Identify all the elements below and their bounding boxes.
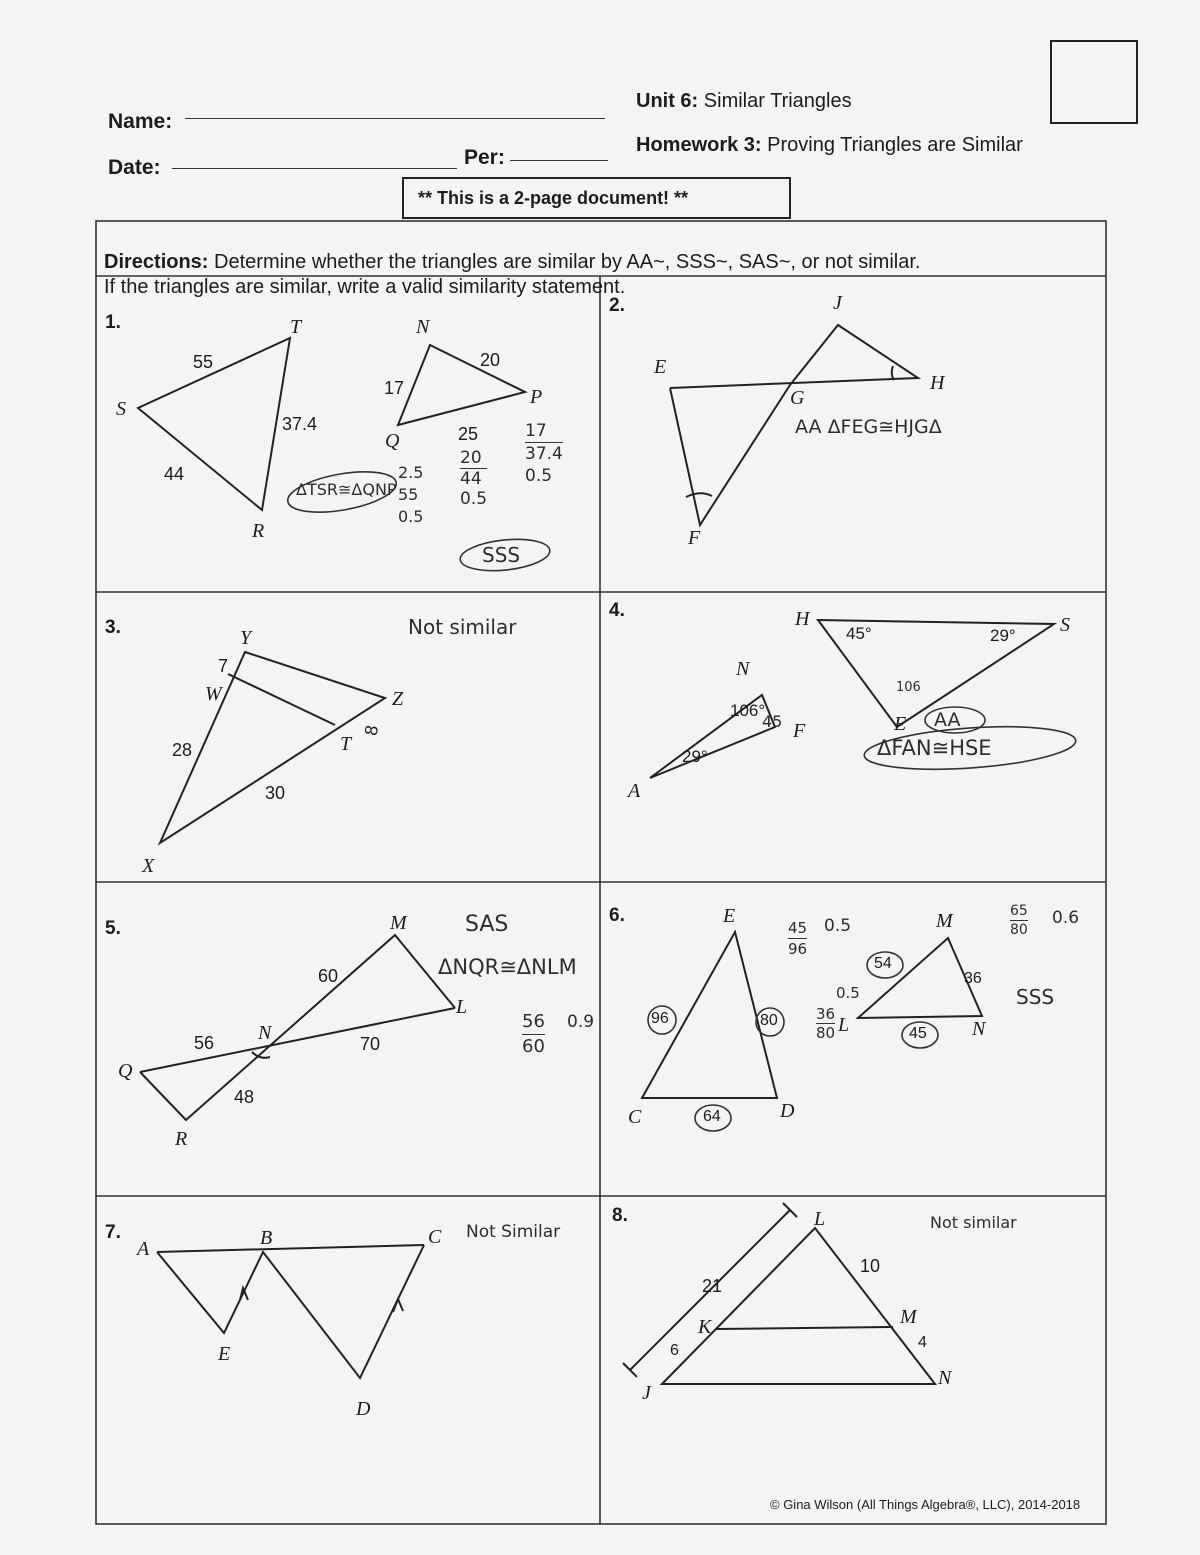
side-nl: 70 bbox=[360, 1034, 381, 1054]
homework-title: Proving Triangles are Similar bbox=[767, 134, 1023, 156]
vertex-t: T bbox=[290, 316, 302, 338]
note-8: Not similar bbox=[930, 1213, 1017, 1232]
side-mn: 4 bbox=[918, 1334, 927, 1351]
ratio-b-top: 20 bbox=[460, 448, 482, 468]
angle-e-base: 64 bbox=[703, 1108, 721, 1125]
side-yw: 7 bbox=[218, 656, 229, 676]
ratio-6b-top: 36 bbox=[816, 1005, 836, 1023]
ratio-6c-value: 0.6 bbox=[1052, 908, 1080, 928]
ratio-column-b bbox=[460, 448, 487, 509]
ratio-6b-value: 0.5 bbox=[836, 984, 860, 1002]
vertex-p: P bbox=[530, 386, 543, 408]
angle-a: 29° bbox=[682, 747, 708, 766]
date-label: Date: bbox=[108, 156, 161, 179]
vertex-d: D bbox=[780, 1100, 795, 1122]
statement-1: ΔTSR≅ΔQNP bbox=[296, 480, 397, 499]
statement-4: ΔFAN≅HSE bbox=[877, 736, 992, 760]
per-label: Per: bbox=[464, 146, 505, 169]
side-nq: 17 bbox=[384, 378, 405, 398]
side-jk: 6 bbox=[670, 1342, 679, 1359]
directions-text-1: Determine whether the triangles are similar by AA~, SSS~, SAS~, or not similar. bbox=[214, 251, 921, 273]
side-tr: 37.4 bbox=[282, 414, 318, 434]
vertex-f: F bbox=[688, 527, 701, 549]
ratio-6b-bottom: 80 bbox=[816, 1024, 836, 1042]
ratio-column-a bbox=[525, 420, 563, 487]
angle-l: 45 bbox=[909, 1025, 927, 1042]
angle-n-6: 36 bbox=[964, 970, 982, 987]
vertex-s: S bbox=[116, 398, 126, 420]
unit-number: Unit 6: bbox=[636, 90, 699, 112]
ratio-b-value: 0.5 bbox=[460, 489, 488, 509]
vertex-b: B bbox=[260, 1227, 273, 1249]
triangle-efg bbox=[670, 385, 790, 525]
side-np: 20 bbox=[480, 350, 501, 370]
problem-1-number: 1. bbox=[105, 312, 121, 333]
vertex-a-7: A bbox=[137, 1238, 150, 1260]
method-1: SSS bbox=[482, 543, 521, 567]
vertex-q-5: Q bbox=[118, 1060, 133, 1082]
method-4: AA bbox=[934, 709, 961, 731]
hand-angle-106: 106 bbox=[896, 680, 921, 695]
angle-m: 54 bbox=[874, 955, 892, 972]
vertex-n-6: N bbox=[972, 1018, 986, 1040]
vertex-e-4: E bbox=[894, 713, 907, 735]
vertex-y: Y bbox=[240, 627, 252, 649]
ratio-6a-bottom: 96 bbox=[788, 940, 808, 958]
vertex-f-4: F bbox=[793, 720, 806, 742]
vertex-s-4: S bbox=[1060, 614, 1070, 636]
vertex-l-8: L bbox=[814, 1208, 826, 1230]
ratio-6c bbox=[1010, 902, 1028, 939]
side-lm: 10 bbox=[860, 1256, 881, 1276]
problem-8-number: 8. bbox=[612, 1205, 628, 1226]
hand-angle-45: 45 bbox=[762, 712, 783, 731]
side-kl: 21 bbox=[702, 1276, 723, 1296]
vertex-r-5: R bbox=[175, 1128, 188, 1150]
side-st: 55 bbox=[193, 352, 214, 372]
problem-6-number: 6. bbox=[609, 905, 625, 926]
ratio-5-top: 56 bbox=[522, 1011, 545, 1032]
segment-wt bbox=[228, 674, 335, 725]
vertex-t-3: T bbox=[340, 733, 352, 755]
angle-n: 106° bbox=[730, 701, 766, 720]
note-3: Not similar bbox=[408, 615, 517, 639]
problem-5-number: 5. bbox=[105, 918, 121, 939]
side-nm: 60 bbox=[318, 966, 339, 986]
vertex-h-4: H bbox=[795, 608, 810, 630]
ratio-c-bottom: 55 bbox=[398, 485, 419, 504]
zigzag-figure bbox=[157, 1245, 424, 1378]
vertex-k: K bbox=[698, 1316, 712, 1338]
ratio-a-bottom: 37.4 bbox=[525, 444, 563, 464]
ratio-6c-top: 65 bbox=[1010, 903, 1028, 919]
vertex-g: G bbox=[790, 387, 805, 409]
side-sr: 44 bbox=[164, 464, 185, 484]
ratio-6a bbox=[788, 918, 807, 959]
ratio-c-value: 0.5 bbox=[398, 507, 424, 526]
triangle-str bbox=[138, 338, 290, 510]
angle-mark-h bbox=[892, 366, 894, 380]
ratio-a-value: 0.5 bbox=[525, 466, 553, 486]
vertex-m: M bbox=[390, 912, 407, 934]
page-note: ** This is a 2-page document! ** bbox=[418, 188, 689, 208]
vertex-c-7: C bbox=[428, 1226, 442, 1248]
vertex-n-5: N bbox=[258, 1022, 272, 1044]
triangle-hjg bbox=[670, 325, 918, 388]
problem-7-number: 7. bbox=[105, 1222, 121, 1243]
triangle-npq bbox=[398, 345, 525, 425]
segment-ql bbox=[140, 1008, 455, 1072]
vertex-q: Q bbox=[385, 430, 400, 452]
angle-h: 45° bbox=[846, 624, 872, 643]
ratio-6a-value: 0.5 bbox=[824, 916, 852, 936]
side-xt: 30 bbox=[265, 783, 286, 803]
ratio-column-c bbox=[398, 462, 423, 528]
ratio-5 bbox=[522, 1010, 545, 1059]
vertex-e-6: E bbox=[723, 905, 736, 927]
ratio-b-bottom: 44 bbox=[460, 468, 487, 489]
vertex-x: X bbox=[142, 855, 155, 877]
vertex-m-8: M bbox=[900, 1306, 917, 1328]
segment-km bbox=[716, 1327, 893, 1329]
segment-ac bbox=[157, 1245, 424, 1252]
method-6: SSS bbox=[1016, 985, 1055, 1009]
side-tz: 8 bbox=[360, 723, 383, 738]
vertex-m-6: M bbox=[936, 910, 953, 932]
triangle-xyz bbox=[160, 652, 385, 843]
problem-4-number: 4. bbox=[609, 600, 625, 621]
problem-2-number: 2. bbox=[609, 295, 625, 316]
vertex-e-7: E bbox=[218, 1343, 231, 1365]
homework-number: Homework 3: bbox=[636, 134, 762, 156]
problem-3-number: 3. bbox=[105, 617, 121, 638]
vertex-z: Z bbox=[392, 688, 404, 710]
ratio-6a-top: 45 bbox=[788, 919, 808, 937]
method-5: SAS bbox=[465, 912, 509, 937]
name-label: Name: bbox=[108, 110, 173, 133]
ratio-5-bottom: 60 bbox=[522, 1036, 545, 1057]
ratio-c-top: 2.5 bbox=[398, 463, 424, 482]
vertex-n-8: N bbox=[938, 1367, 952, 1389]
side-qn: 56 bbox=[194, 1033, 215, 1053]
ratio-5-value: 0.9 bbox=[567, 1012, 595, 1032]
ratio-6b bbox=[816, 1005, 835, 1042]
vertex-h: H bbox=[930, 372, 945, 394]
bowtie-triangles bbox=[140, 935, 455, 1120]
vertex-w: W bbox=[205, 683, 222, 705]
copyright: © Gina Wilson (All Things Algebra®, LLC), 2014-2018 bbox=[770, 1497, 1081, 1512]
vertex-j-8: J bbox=[642, 1382, 651, 1404]
parallel-arrow-1 bbox=[240, 1288, 248, 1300]
statement-5: ΔNQR≅ΔNLM bbox=[438, 955, 577, 979]
side-nr: 48 bbox=[234, 1087, 255, 1107]
vertex-e: E bbox=[654, 356, 667, 378]
vertex-d-7: D bbox=[356, 1398, 371, 1420]
directions-label: Directions: bbox=[104, 251, 209, 273]
vertex-n: N bbox=[416, 316, 430, 338]
vertex-l-6: L bbox=[838, 1014, 850, 1036]
vertex-a: A bbox=[628, 780, 641, 802]
parallel-arrow-2 bbox=[393, 1299, 403, 1312]
angle-c: 96 bbox=[651, 1010, 669, 1027]
note-7: Not Similar bbox=[466, 1222, 561, 1242]
vertex-l: L bbox=[456, 996, 468, 1018]
angle-d: 80 bbox=[760, 1012, 778, 1029]
angle-mark-f bbox=[686, 493, 712, 497]
vertex-n-4: N bbox=[736, 658, 750, 680]
triangle-jln bbox=[662, 1228, 935, 1384]
vertex-c-6: C bbox=[628, 1106, 642, 1128]
vertex-j: J bbox=[833, 292, 842, 314]
directions-line-2: If the triangles are similar, write a valid similarity statement. bbox=[104, 276, 626, 298]
ratio-6c-bottom: 80 bbox=[1010, 922, 1028, 938]
side-qp: 25 bbox=[458, 424, 479, 444]
angle-s: 29° bbox=[990, 626, 1016, 645]
statement-2: AA ΔFEG≅HJGΔ bbox=[795, 416, 942, 438]
vertex-r: R bbox=[252, 520, 265, 542]
unit-title: Similar Triangles bbox=[703, 90, 852, 112]
side-wx: 28 bbox=[172, 740, 193, 760]
ratio-a-top: 17 bbox=[525, 421, 547, 441]
